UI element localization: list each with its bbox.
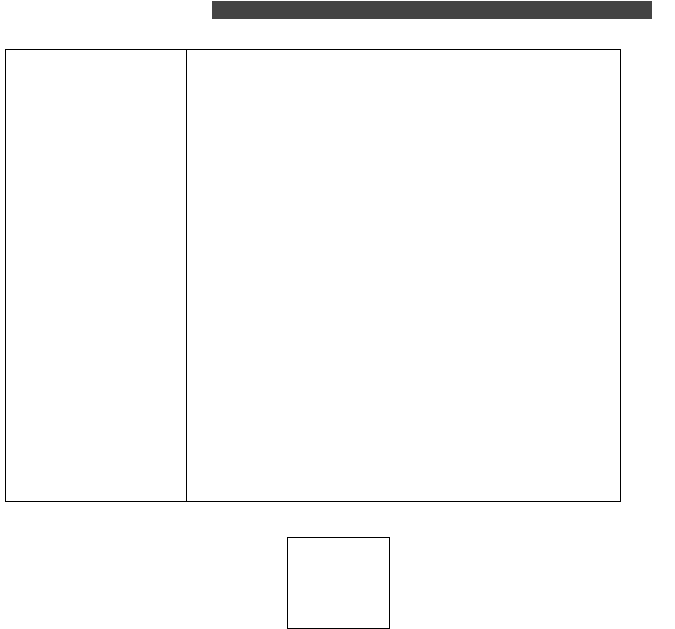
legend-item-end bbox=[291, 559, 387, 575]
legend-item-name-change bbox=[291, 595, 387, 611]
legend-item-start bbox=[291, 577, 387, 593]
timeline-table bbox=[5, 49, 621, 502]
label-column-divider bbox=[186, 49, 187, 502]
year-axis bbox=[0, 0, 675, 50]
legend-item-continues bbox=[291, 613, 387, 629]
legend bbox=[287, 537, 390, 629]
